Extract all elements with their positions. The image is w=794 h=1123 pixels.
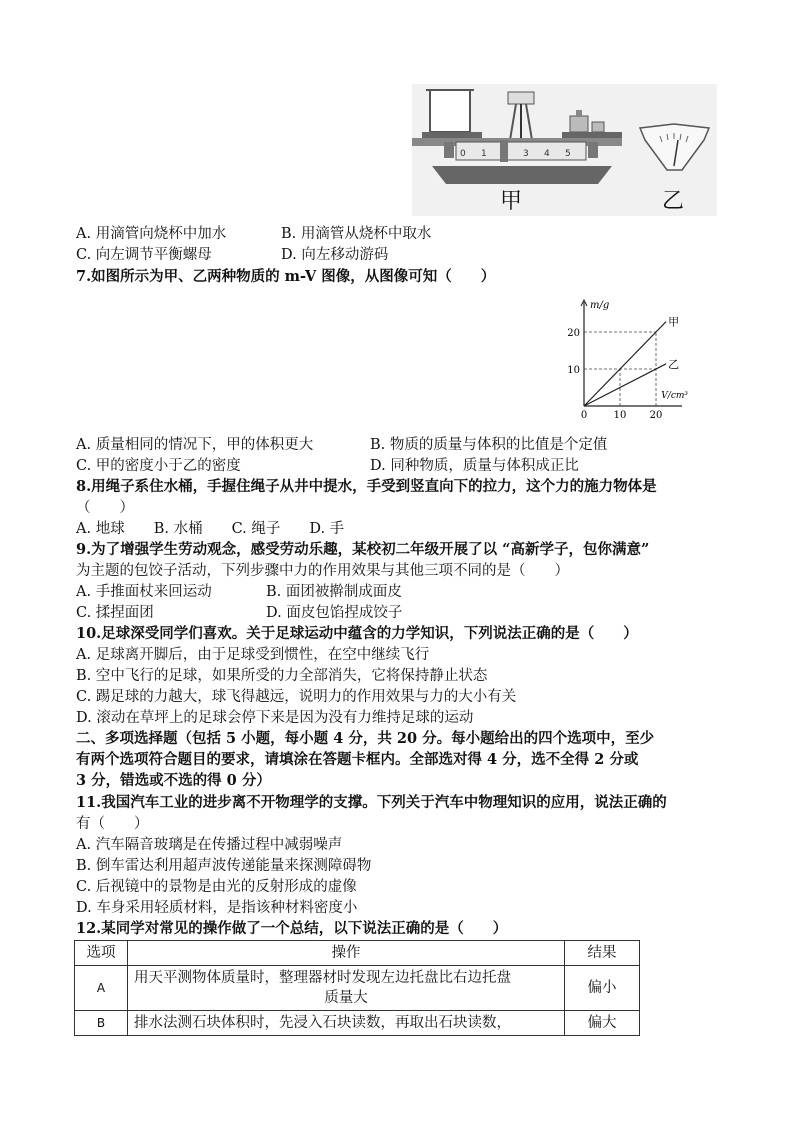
q8-stem-line1: 8.用绳子系住水桶，手握住绳子从井中提水，手受到竖直向下的拉力，这个力的施力物体是 bbox=[76, 478, 657, 495]
q9-option-d: D. 面皮包馅捏成饺子 bbox=[266, 605, 403, 621]
row-result: 偏大 bbox=[565, 1011, 640, 1036]
q7-option-c: C. 甲的密度小于乙的密度 bbox=[76, 458, 241, 474]
row-option: B bbox=[75, 1011, 128, 1036]
label-jia: 甲 bbox=[500, 189, 523, 214]
q9-option-b: B. 面团被擀制成面皮 bbox=[266, 584, 402, 600]
scale-0: 0 bbox=[460, 149, 466, 159]
q7-option-a: A. 质量相同的情况下，甲的体积更大 bbox=[76, 437, 314, 453]
balance-figure bbox=[412, 84, 717, 216]
series-label: 乙 bbox=[668, 357, 680, 371]
header-operation: 操作 bbox=[128, 941, 565, 966]
q12-stem: 12.某同学对常见的操作做了一个总结，以下说法正确的是（ ） bbox=[76, 920, 508, 937]
y-tick-label: 20 bbox=[567, 328, 580, 339]
y-tick-label: 10 bbox=[567, 365, 580, 376]
q11-option-d: D. 车身采用轻质材料，是指该种材料密度小 bbox=[76, 900, 358, 916]
series-label: 甲 bbox=[668, 315, 680, 329]
table-row bbox=[75, 966, 640, 1011]
x-tick-label: 0 bbox=[580, 410, 588, 420]
q12-table bbox=[74, 940, 640, 1036]
row-option: A bbox=[75, 966, 128, 1011]
q7-option-d: D. 同种物质，质量与体积成正比 bbox=[370, 458, 579, 474]
x-axis-label: V/cm³ bbox=[661, 391, 688, 401]
q9-stem-line1: 9.为了增强学生劳动观念，感受劳动乐趣，某校初二年级开展了以 “高新学子，包你满意” bbox=[76, 541, 650, 558]
scale-3: 3 bbox=[523, 149, 529, 159]
header-option: 选项 bbox=[75, 941, 128, 966]
q11-option-c: C. 后视镜中的景物是由光的反射形成的虚像 bbox=[76, 879, 357, 895]
section2-line1: 二、多项选择题（包括 5 小题，每小题 4 分，共 20 分。每小题给出的四个选项中，至少 bbox=[76, 730, 655, 747]
row-operation bbox=[128, 1011, 565, 1036]
row-operation-line1: 用天平测物体质量时，整理器材时发现左边托盘比右边托盘 bbox=[134, 970, 511, 986]
scale-4: 4 bbox=[544, 149, 550, 159]
q6-option-a: A. 用滴管向烧杯中加水 bbox=[76, 226, 227, 242]
q7-stem: 7.如图所示为甲、乙两种物质的 m-V 图像，从图像可知（ ） bbox=[76, 268, 496, 285]
series-line-yi bbox=[584, 364, 666, 406]
table-header-row bbox=[75, 941, 640, 966]
scale-5: 5 bbox=[565, 149, 571, 159]
section2-line2: 有两个选项符合题目的要求，请填涂在答题卡框内。全部选对得 4 分，选不全得 2 分或 bbox=[76, 751, 639, 768]
q9-option-a: A. 手推面杖来回运动 bbox=[76, 584, 212, 600]
row-operation bbox=[128, 966, 565, 1011]
q10-option-c: C. 踢足球的力越大，球飞得越远，说明力的作用效果与力的大小有关 bbox=[76, 689, 517, 705]
y-axis-label: m/g bbox=[590, 300, 610, 311]
x-tick-label: 10 bbox=[613, 410, 627, 420]
q8-stem-line2: （ ） bbox=[76, 500, 134, 516]
q8-options: A. 地球 B. 水桶 C. 绳子 D. 手 bbox=[76, 521, 345, 537]
q11-stem-line1: 11.我国汽车工业的进步离不开物理学的支撑。下列关于汽车中物理知识的应用，说法正确的 bbox=[76, 794, 667, 811]
q11-option-b: B. 倒车雷达利用超声波传递能量来探测障碍物 bbox=[76, 858, 372, 874]
q11-option-a: A. 汽车隔音玻璃是在传播过程中减弱噪声 bbox=[76, 837, 343, 853]
header-result: 结果 bbox=[565, 941, 640, 966]
q6-option-c: C. 向左调节平衡螺母 bbox=[76, 247, 212, 263]
scale-1: 1 bbox=[481, 149, 487, 159]
table-row bbox=[75, 1011, 640, 1036]
label-yi: 乙 bbox=[662, 189, 685, 214]
row-operation-line1: 排水法测石块体积时，先浸入石块读数，再取出石块读数， bbox=[134, 1015, 511, 1031]
row-result: 偏小 bbox=[565, 966, 640, 1011]
series-line-jia bbox=[584, 322, 666, 406]
m-v-chart bbox=[560, 296, 690, 420]
q6-option-d: D. 向左移动游码 bbox=[281, 247, 389, 263]
q10-stem: 10.足球深受同学们喜欢。关于足球运动中蕴含的力学知识，下列说法正确的是（ ） bbox=[76, 625, 638, 642]
q9-stem-line2: 为主题的包饺子活动，下列步骤中力的作用效果与其他三项不同的是（ ） bbox=[76, 563, 569, 579]
q10-option-b: B. 空中飞行的足球，如果所受的力全部消失，它将保持静止状态 bbox=[76, 668, 488, 684]
q9-option-c: C. 揉捏面团 bbox=[76, 605, 154, 621]
section2-line3: 3 分，错选或不选的得 0 分） bbox=[76, 772, 271, 789]
row-operation-line2: 质量大 bbox=[324, 990, 368, 1006]
x-tick-label: 20 bbox=[649, 410, 663, 420]
q7-option-b: B. 物质的质量与体积的比值是个定值 bbox=[370, 437, 608, 453]
q10-option-d: D. 滚动在草坪上的足球会停下来是因为没有力维持足球的运动 bbox=[76, 710, 474, 726]
q10-option-a: A. 足球离开脚后，由于足球受到惯性，在空中继续飞行 bbox=[76, 647, 430, 663]
q6-option-b: B. 用滴管从烧杯中取水 bbox=[281, 226, 432, 242]
q11-stem-line2: 有（ ） bbox=[76, 816, 149, 832]
